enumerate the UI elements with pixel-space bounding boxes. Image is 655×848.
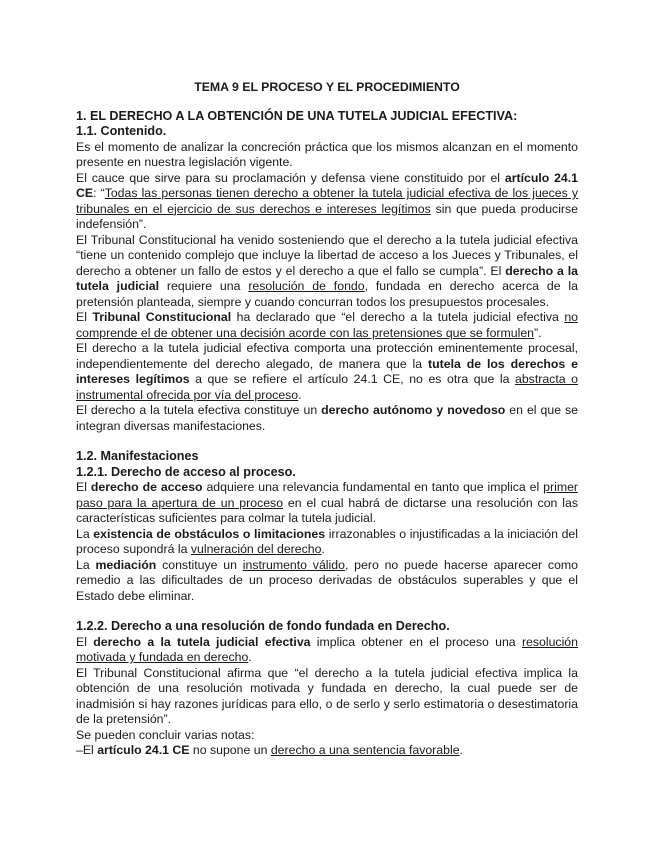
- underlined-text: derecho a una sentencia favorable: [270, 743, 460, 757]
- underlined-text: resolución de fondo: [248, 279, 365, 293]
- paragraph: El Tribunal Constitucional afirma que “el derecho a la tutela judicial efectiva implica la obtención de una resolución motivada y fundada en derecho, la cual puede ser de inadmisión si hay razones jurídicas para ello, o de serlo y serlo estimatoria o desestimatoria de la pretensión”.: [76, 665, 578, 726]
- paragraph: El derecho a la tutela judicial efectiva comporta una protección eminentemente procesal, independientemente del derecho alegado, de manera que la tutela de los derechos e intereses legítimos a que se refiere el artículo 24.1 CE, no es otra que la abstracta o instrumental ofrecida por vía del proceso.: [76, 341, 578, 402]
- subsection-heading-1-1: 1.1. Contenido.: [76, 124, 167, 138]
- paragraph: La existencia de obstáculos o limitaciones irrazonables o injustificadas a la iniciación del proceso supondrá la vulneración del derecho.: [76, 526, 578, 556]
- subsection-heading-1-2-1: 1.2.1. Derecho de acceso al proceso.: [76, 464, 296, 479]
- underlined-text: primer paso para la apertura de un proceso: [76, 480, 578, 510]
- spacer: [76, 604, 578, 619]
- spacer: [76, 434, 578, 449]
- subsection-heading-1-2-2: 1.2.2. Derecho a una resolución de fondo fundada en Derecho.: [76, 619, 450, 633]
- paragraph: La mediación constituye un instrumento válido, pero no puede hacerse aparecer como remedio a las dificultades de un proceso derivadas de obstáculos superables y que el Estado debe eliminar.: [76, 557, 578, 603]
- bold-text: existencia de obstáculos o limitaciones: [93, 526, 326, 541]
- underlined-text: abstracta o instrumental ofrecida por vía del proceso: [76, 372, 578, 402]
- underlined-text: Todas las personas tienen derecho a obtener la tutela judicial efectiva de los jueces y tribunales en el ejercicio de sus derechos e intereses legítimos: [76, 186, 578, 216]
- document-body: [76, 80, 578, 759]
- paragraph: El Tribunal Constitucional ha declarado que “el derecho a la tutela judicial efectiva no comprende el de obtener una decisión acorde con las pretensiones que se formulen”.: [76, 310, 579, 340]
- list-item: –El artículo 24.1 CE no supone un derecho a una sentencia favorable.: [76, 743, 463, 757]
- underlined-text: vulneración del derecho: [190, 542, 322, 556]
- bold-text: derecho de acceso: [90, 480, 203, 494]
- paragraph: El derecho de acceso adquiere una relevancia fundamental en tanto que implica el primer paso para la apertura de un proceso en el cual habrá de dictarse una resolución con las características suficientes para colmar la tutela judicial.: [76, 480, 578, 525]
- paragraph: El derecho a la tutela efectiva constituye un derecho autónomo y novedoso en el que se integran diversas manifestaciones.: [76, 403, 579, 433]
- bold-text: derecho autónomo y novedoso: [321, 403, 506, 417]
- underlined-text: resolución motivada y fundada en derecho: [76, 634, 578, 664]
- bold-text: mediación: [95, 557, 157, 572]
- bold-text: artículo 24.1 CE: [97, 743, 190, 757]
- bold-text: derecho a la tutela judicial efectiva: [93, 634, 311, 649]
- paragraph: Es el momento de analizar la concreción práctica que los mismos alcanzan en el momento presente en nuestra legislación vigente.: [76, 139, 578, 169]
- underlined-text: no comprende el de obtener una decisión acorde con las pretensiones que se formulen: [76, 310, 579, 340]
- paragraph: El cauce que sirve para su proclamación y defensa viene constituido por el artículo 24.1 CE: “Todas las personas tienen derecho a obtener la tutela judicial efectiva de los jueces y tribunales en el ejercicio de sus derechos e intereses legítimos sin que pueda producirse indefensión”.: [76, 170, 579, 231]
- paragraph: Se pueden concluir varias notas:: [76, 727, 255, 742]
- bold-text: tutela de los derechos e intereses legítimos: [76, 356, 578, 386]
- underlined-text: instrumento válido: [242, 557, 345, 572]
- paragraph: El derecho a la tutela judicial efectiva implica obtener en el proceso una resolución motivada y fundada en derecho.: [76, 634, 578, 664]
- bold-text: Tribunal Constitucional: [92, 310, 232, 324]
- bold-text: artículo 24.1 CE: [76, 170, 579, 200]
- section-heading-1: 1. EL DERECHO A LA OBTENCIÓN DE UNA TUTELA JUDICIAL EFECTIVA:: [76, 108, 518, 123]
- bold-text: derecho a la tutela judicial: [76, 263, 578, 293]
- document-title: TEMA 9 EL PROCESO Y EL PROCEDIMIENTO: [194, 80, 460, 94]
- section-heading-1-2: 1.2. Manifestaciones: [76, 449, 199, 463]
- paragraph: El Tribunal Constitucional ha venido sosteniendo que el derecho a la tutela judicial efectiva “tiene un contenido complejo que incluye la libertad de acceso a los Jueces y Tribunales, el derecho a obtener un fallo de estos y el derecho a que el fallo se cumpla”. El derecho a la tutela judicial requiere una resolución de fondo, fundada en derecho acerca de la pretensión planteada, siempre y cuando concurran todos los presupuestos procesales.: [76, 232, 578, 309]
